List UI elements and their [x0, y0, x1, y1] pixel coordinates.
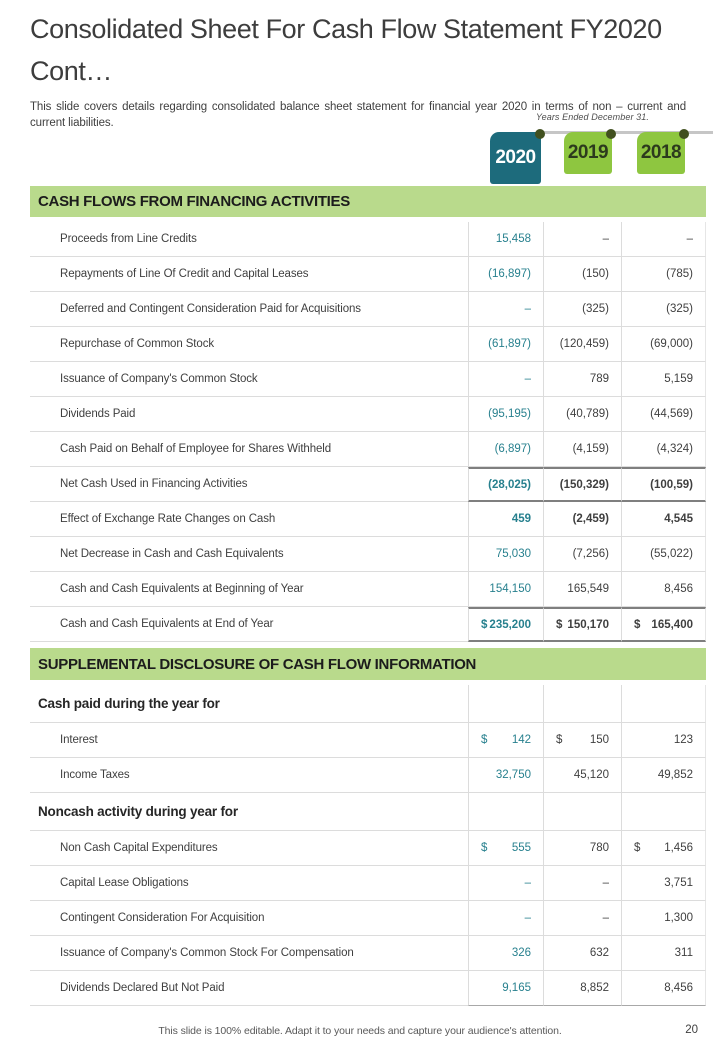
dollar-sign: $	[556, 618, 563, 631]
row-label: Dividends Declared But Not Paid	[30, 971, 468, 1006]
row-label: Effect of Exchange Rate Changes on Cash	[30, 502, 468, 537]
value-2019: –	[543, 901, 621, 936]
value-2018: –	[621, 222, 706, 257]
value-2019: 165,549	[543, 572, 621, 607]
timeline-dot-icon	[606, 129, 616, 139]
value-2019	[543, 723, 621, 758]
year-banner-2018-label: 2018	[640, 142, 682, 163]
value-2019: 45,120	[543, 758, 621, 793]
year-banner-2018	[637, 132, 685, 174]
dollar-amount: 555	[511, 842, 531, 854]
value-2019: (40,789)	[543, 397, 621, 432]
value-2020: 9,165	[468, 971, 543, 1006]
value-2020	[468, 793, 543, 831]
row-label: Cash and Cash Equivalents at Beginning of Year	[30, 572, 468, 607]
row-label: Dividends Paid	[30, 397, 468, 432]
value-2020	[468, 685, 543, 723]
value-2020: (61,897)	[468, 327, 543, 362]
row-label: Contingent Consideration For Acquisition	[30, 901, 468, 936]
value-2020: –	[468, 901, 543, 936]
value-2019: 789	[543, 362, 621, 397]
value-2018: (785)	[621, 257, 706, 292]
table-subheader: Noncash activity during year for	[30, 793, 468, 831]
section-header-supplemental-disclosure: SUPPLEMENTAL DISCLOSURE OF CASH FLOW INFORMATION	[30, 648, 706, 680]
value-2019	[543, 685, 621, 723]
value-2020: –	[468, 292, 543, 327]
value-2019: (2,459)	[543, 502, 621, 537]
year-banner-2019-label: 2019	[567, 142, 609, 163]
value-2020: 75,030	[468, 537, 543, 572]
value-2020: (6,897)	[468, 432, 543, 467]
row-label: Repayments of Line Of Credit and Capital Leases	[30, 257, 468, 292]
value-2018	[621, 607, 706, 642]
value-2019: (150,329)	[543, 467, 621, 502]
year-banner-2020	[490, 132, 541, 184]
value-2018: (69,000)	[621, 327, 706, 362]
footer-note: This slide is 100% editable. Adapt it to your needs and capture your audience's attention.	[158, 1025, 562, 1037]
row-label: Net Decrease in Cash and Cash Equivalents	[30, 537, 468, 572]
value-2020	[468, 607, 543, 642]
value-2020: (95,195)	[468, 397, 543, 432]
value-2019: (4,159)	[543, 432, 621, 467]
value-2020: 154,150	[468, 572, 543, 607]
dollar-sign: $	[634, 842, 641, 854]
value-2018: (4,324)	[621, 432, 706, 467]
value-2018	[621, 793, 706, 831]
row-label: Repurchase of Common Stock	[30, 327, 468, 362]
value-2018: 3,751	[621, 866, 706, 901]
value-2018: 8,456	[621, 971, 706, 1006]
dollar-sign: $	[481, 618, 488, 631]
value-2020: 32,750	[468, 758, 543, 793]
value-2018: (325)	[621, 292, 706, 327]
value-2020: –	[468, 362, 543, 397]
row-label: Issuance of Company's Common Stock For Compensation	[30, 936, 468, 971]
row-label: Cash and Cash Equivalents at End of Year	[30, 607, 468, 642]
row-label: Non Cash Capital Expenditures	[30, 831, 468, 866]
value-2019	[543, 793, 621, 831]
value-2018: (55,022)	[621, 537, 706, 572]
section-header-financing-activities: CASH FLOWS FROM FINANCING ACTIVITIES	[30, 186, 706, 217]
year-banner-2020-label: 2020	[495, 147, 536, 168]
value-2020	[468, 831, 543, 866]
row-label: Net Cash Used in Financing Activities	[30, 467, 468, 502]
years-ended-caption: Years Ended December 31.	[536, 112, 649, 122]
row-label: Deferred and Contingent Consideration Paid for Acquisitions	[30, 292, 468, 327]
value-2018: 5,159	[621, 362, 706, 397]
value-2018	[621, 831, 706, 866]
value-2019: 780	[543, 831, 621, 866]
value-2018	[621, 685, 706, 723]
dollar-sign: $	[556, 734, 563, 746]
supplemental-disclosure-rows	[30, 685, 706, 1006]
dollar-amount: 150,170	[567, 618, 609, 631]
value-2020	[468, 723, 543, 758]
value-2020: 459	[468, 502, 543, 537]
value-2020: 326	[468, 936, 543, 971]
timeline-dot-icon	[535, 129, 545, 139]
dollar-sign: $	[481, 842, 488, 854]
page-number: 20	[685, 1024, 698, 1036]
value-2018: 123	[621, 723, 706, 758]
value-2019: (150)	[543, 257, 621, 292]
slide-title: Consolidated Sheet For Cash Flow Statement FY2020 Cont…	[30, 14, 662, 86]
value-2018: (44,569)	[621, 397, 706, 432]
value-2018: (100,59)	[621, 467, 706, 502]
value-2019: –	[543, 222, 621, 257]
value-2020: 15,458	[468, 222, 543, 257]
value-2018: 49,852	[621, 758, 706, 793]
financing-activities-rows	[30, 222, 706, 642]
timeline-dot-icon	[679, 129, 689, 139]
row-label: Interest	[30, 723, 468, 758]
value-2019: 632	[543, 936, 621, 971]
value-2019	[543, 607, 621, 642]
value-2020: (16,897)	[468, 257, 543, 292]
slide-subtitle: This slide covers details regarding consolidated balance sheet statement for financial year 2020 in terms of non – current and current liabilities.	[30, 101, 686, 129]
value-2018: 311	[621, 936, 706, 971]
value-2019: (7,256)	[543, 537, 621, 572]
year-banner-2019	[564, 132, 612, 174]
value-2018: 4,545	[621, 502, 706, 537]
value-2020: (28,025)	[468, 467, 543, 502]
cash-flow-table	[30, 186, 706, 1006]
dollar-amount: 235,200	[489, 618, 531, 631]
value-2019: 8,852	[543, 971, 621, 1006]
value-2020: –	[468, 866, 543, 901]
table-subheader: Cash paid during the year for	[30, 685, 468, 723]
value-2018: 1,300	[621, 901, 706, 936]
value-2018: 8,456	[621, 572, 706, 607]
row-label: Capital Lease Obligations	[30, 866, 468, 901]
row-label: Proceeds from Line Credits	[30, 222, 468, 257]
dollar-amount: 150	[589, 734, 609, 746]
row-label: Income Taxes	[30, 758, 468, 793]
value-2019: (120,459)	[543, 327, 621, 362]
dollar-sign: $	[481, 734, 488, 746]
dollar-amount: 165,400	[651, 618, 693, 631]
row-label: Cash Paid on Behalf of Employee for Shares Withheld	[30, 432, 468, 467]
dollar-amount: 1,456	[664, 842, 693, 854]
dollar-sign: $	[634, 618, 641, 631]
row-label: Issuance of Company's Common Stock	[30, 362, 468, 397]
value-2019: (325)	[543, 292, 621, 327]
dollar-amount: 142	[511, 734, 531, 746]
value-2019: –	[543, 866, 621, 901]
